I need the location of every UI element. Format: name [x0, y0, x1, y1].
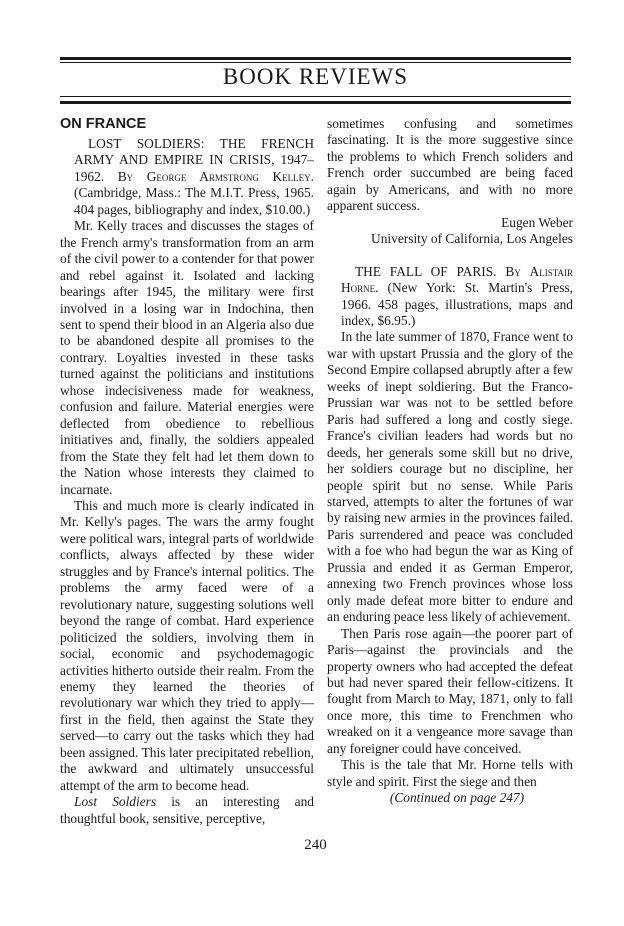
review-paragraph-text: is an interesting and thoughtful book, sensitive, perceptive,: [60, 794, 314, 826]
book-author: Alistair Horne: [341, 263, 573, 296]
book-author: George Armstrong Kelley: [146, 168, 311, 184]
continued-note: (Continued on page 247): [389, 790, 525, 806]
review-paragraph: Mr. Kelly traces and discusses the stages of the French army's transformation from an arm of the civil power to a contender for that power and rebel against it. Isolated and lacking bearings after 1945, the military were first involved in a losing war in Indochina, then sent to spend their blood in an Algeria also due to be abandoned despite all promises to the contrary. Loyalties invested in these tasks turned against the politicians and institutions whose indecisiveness made for weakness, confusion and failure. Material energies were deflected from obedience to rebellious initiatives and, finally, the soldiers appealed from the State they felt had let them down to the Nation whose interests they claimed to incarnate.: [60, 218, 314, 497]
review-paragraph: Then Paris rose again—the poorer part of Paris—against the provincials and the property owners who had accepted the defeat but had never spared their fellow-citizens. It fought from March to May, 1871, only to fall once more, this time to Frenchmen who wreaked on it a vengeance more savage than any foreigner could have conceived.: [327, 625, 573, 756]
italic-book-title: Lost Soldiers: [74, 794, 157, 810]
reviewer-affiliation: University of California, Los Angeles: [371, 231, 573, 247]
title-underline-thin: [60, 96, 571, 97]
category-heading: ON FRANCE: [60, 116, 147, 132]
review-paragraph: [60, 794, 314, 827]
reviewer-name: Eugen Weber: [501, 214, 573, 230]
book-publication: (Cambridge, Mass.: The M.I.T. Press, 1965. 404 pages, bibliography and index, $10.00.): [74, 185, 314, 217]
review-entry-fall-of-paris: [327, 264, 573, 330]
book-title: LOST SOLDIERS: THE FRENCH ARMY AND EMPIRE IN CRISIS, 1947–1962.: [74, 136, 314, 184]
title-underline-thick: [60, 101, 571, 104]
top-rule-thick: [60, 57, 571, 60]
review-paragraph-continued: sometimes confusing and sometimes fascinating. It is the more suggestive since the problems to which French soliders and French order succumbed are being faced again by Americans, and with no more apparent success.: [327, 116, 573, 214]
book-title: THE FALL OF PARIS.: [355, 263, 497, 279]
page-title: BOOK REVIEWS: [222, 64, 409, 89]
page-number: 240: [304, 837, 327, 853]
review-entry-lost-soldiers: LOST SOLDIERS: THE FRENCH ARMY AND EMPIRE IN CRISIS, 1947–1962. By George Armstrong Kelley. (Cambridge, Mass.: The M.I.T. Press, 1965. 404 pages, bibliography and index, $10.00.): [74, 136, 314, 217]
right-column: [327, 116, 573, 807]
top-rule-thin: [60, 62, 571, 63]
book-publication: . (New York: St. Martin's Press, 1966. 458 pages, illustrations, maps and index, $6.95.): [341, 280, 573, 328]
left-column: [60, 116, 314, 827]
review-paragraph: This is the tale that Mr. Horne tells with style and spirit. First the siege and then: [327, 757, 573, 789]
byline-by: By: [505, 263, 521, 279]
review-paragraph: In the late summer of 1870, France went to war with upstart Prussia and the glory of the Second Empire collapsed abruptly after a few weeks of inept soldiering. But the Franco-Prussian war was not to be settled before Paris had suffered a long and costly siege. France's civilian leaders had words but no deeds, her generals some skill but no drive, her soldiers courage but no discipline, her people spirit but no sense. While Paris starved, attempts to alter the fortunes of war by raising new armies in the provinces failed. Paris surrendered and peace was concluded with a foe who had begun the war as King of Prussia and ended it as German Emperor, annexing two French provinces whose loss only made defeat more bitter to endure and an enduring peace less likely of achievement.: [327, 329, 573, 625]
review-paragraph: This and much more is clearly indicated in Mr. Kelly's pages. The wars the army fought were political wars, integral parts of worldwide conflicts, always affected by these wider struggles and by France's internal politics. The problems the army faced were of a revolutionary nature, suggesting solutions well beyond the range of combat. Hard experience politicized the soldiers, involving them in social, economic and psychodemagogic activities hitherto outside their realm. From the enemy they learned the theories of revolutionary war which they tried to apply—first in the field, then against the State they served—to carry out the tasks which they had been assigned. This later precipitated rebellion, the awkward and ultimately unsuccessful attempt of the arm to become head.: [60, 497, 314, 793]
byline-by: By: [117, 168, 134, 184]
